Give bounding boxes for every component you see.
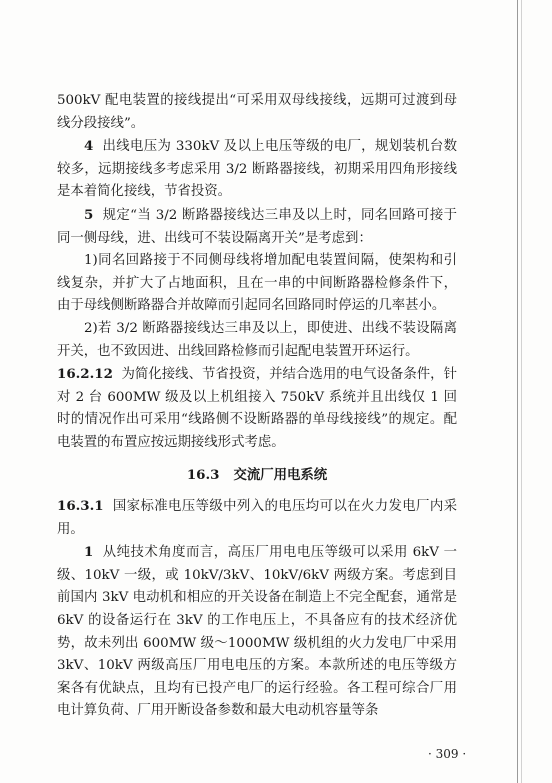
- page-edge-line: [517, 0, 518, 783]
- item-number: 4: [84, 138, 94, 155]
- clause-number: 16.3.1: [57, 498, 104, 515]
- paragraph-text: 为简化接线、节省投资，并结合选用的电气设备条件，针对 2 台 600MW 级及以上机组接入 750kV 系统并且出线仅 1 回时的情况作出可采用“线路侧不设断路器的单母线接线”的规定。配电装置的布置应按远期接线形式考虑。: [57, 367, 457, 450]
- paragraph-text: 规定“当 3/2 断路器接线达三串及以上时，同名回路可接于同一侧母线，进、出线可不装设隔离开关”是考虑到：: [57, 207, 457, 246]
- paragraph-item-5: [57, 204, 457, 250]
- body-text: [57, 90, 457, 723]
- page-edge-line-outer: [521, 0, 522, 783]
- paragraph-text: 1)同名回路接于不同侧母线将增加配电装置间隔，使架构和引线复杂，并扩大了占地面积，且在一串的中间断路器检修条件下，由于母线侧断路器合并故障而引起同名回路同时停运的几率甚小。: [57, 253, 457, 314]
- paragraph-continued: [57, 90, 457, 135]
- paragraph-text: 500kV 配电装置的接线提出“可采用双母线接线，远期可过渡到母线分段接线”。: [57, 93, 457, 131]
- paragraph-text: 国家标准电压等级中列入的电压均可以在火力发电厂内采用。: [57, 499, 458, 537]
- paragraph-text: 2)若 3/2 断路器接线达三串及以上，即使进、出线不装设隔离开关，也不致因进、出线回路检修而引起配电装置开环运行。: [57, 320, 457, 359]
- section-heading: [57, 464, 457, 487]
- paragraph-item-1: [57, 541, 457, 723]
- page-number: · 309 ·: [428, 747, 467, 761]
- section-title: 交流厂用电系统: [233, 466, 328, 483]
- paragraph-text: 出线电压为 330kV 及以上电压等级的电厂，规划装机台数较多，远期接线多考虑采用 3/2 断路器接线，初期采用四角形接线是本着简化接线，节省投资。: [57, 139, 458, 200]
- item-number: 1: [84, 544, 94, 561]
- clause-16-3-1: [57, 495, 457, 541]
- clause-16-2-12: [57, 363, 457, 454]
- paragraph-subitem-1: [57, 250, 457, 318]
- paragraph-text: 从纯技术角度而言，高压厂用电电压等级可以采用 6kV 一级、10kV 一级，或 10kV/3kV、10kV/6kV 两级方案。考虑到目前国内 3kV 电动机和相应的开关设备在制造上不完全配套，通常是 6kV 的设备运行在 3kV 的工作电压上，不具备应有的技术经济优势，故未列出 600MW 级～1000MW 级机组的火力发电厂中采用 3kV、10kV 两级高压厂用电电压的方案。本款所述的电压等级方案各有优缺点，且均有已投产电厂的运行经验。各工程可综合厂用电计算负荷、厂用开断设备参数和最大电动机容量等条: [57, 545, 457, 719]
- clause-number: 16.2.12: [57, 366, 113, 383]
- paragraph-item-4: [57, 135, 457, 204]
- section-number: 16.3: [186, 466, 220, 483]
- item-number: 5: [84, 206, 94, 223]
- paragraph-subitem-2: [57, 318, 457, 363]
